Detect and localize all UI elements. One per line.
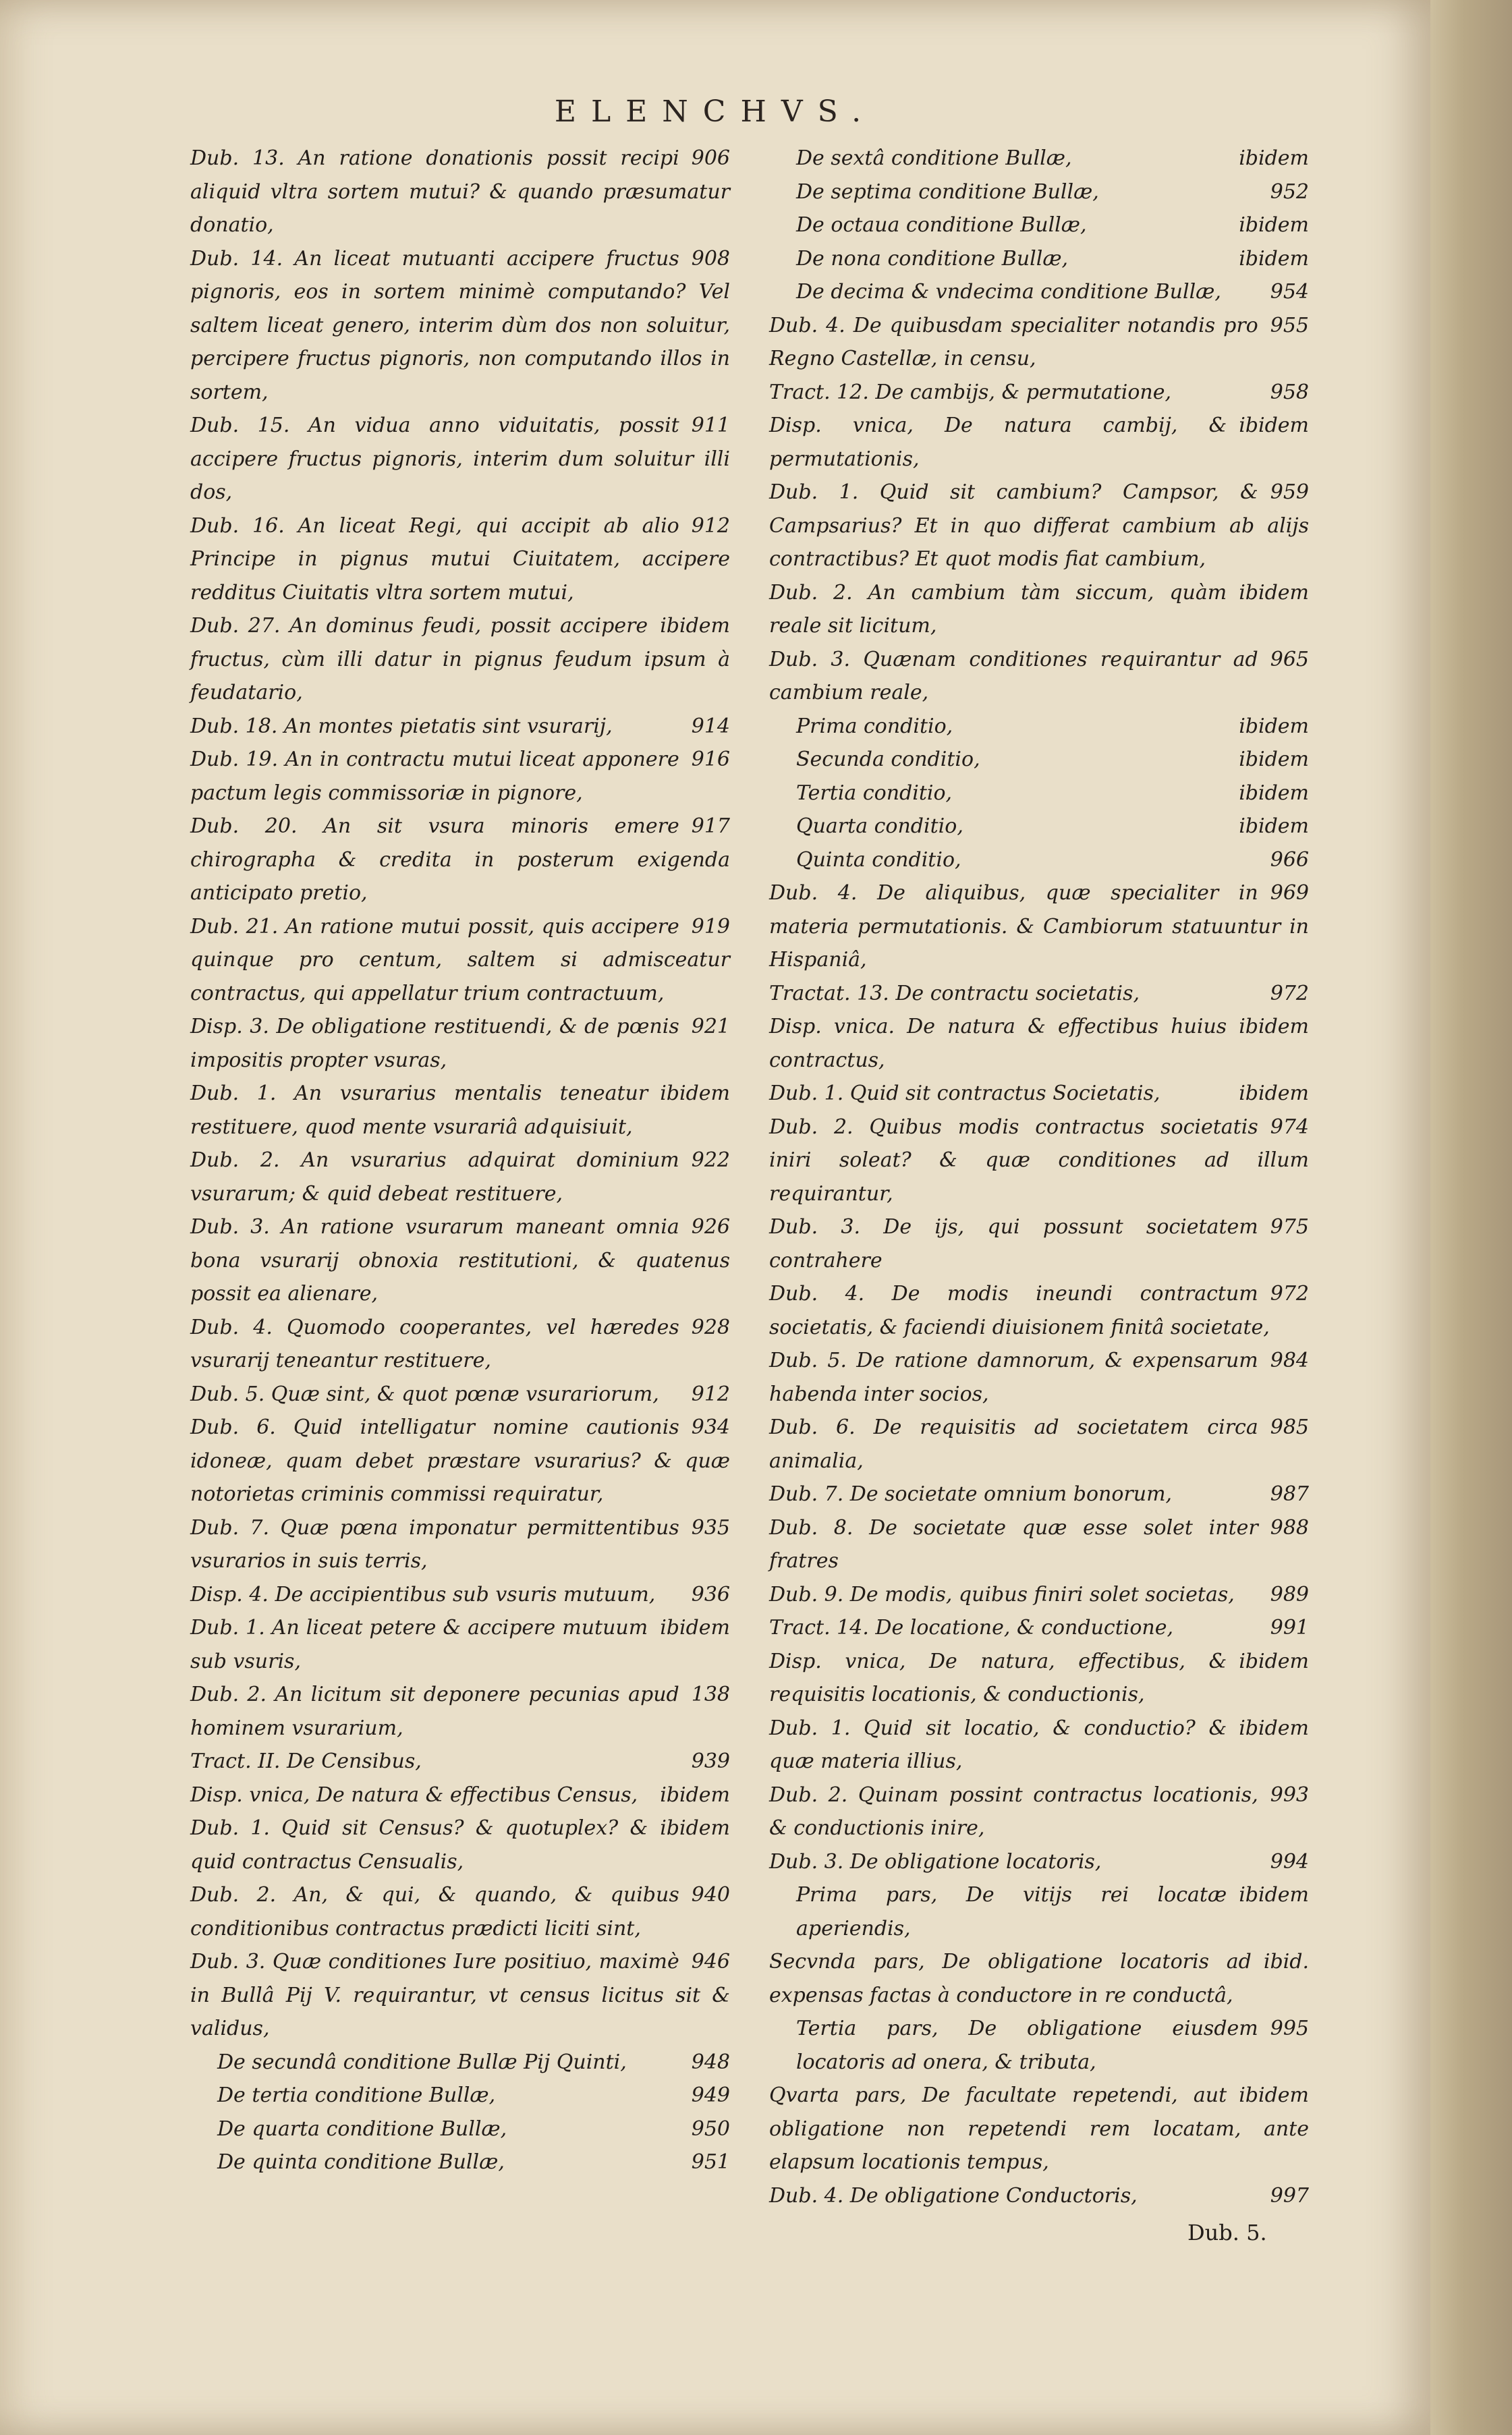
entry-text: Disp. 4. De accipientibus sub vsuris mutuum,: [190, 1582, 656, 1606]
page-number: 955: [1270, 313, 1309, 337]
page-number: 966: [1270, 847, 1309, 872]
index-entry: [769, 1779, 1309, 1845]
index-entry: [769, 977, 1309, 1011]
entry-text: Disp. vnica, De natura, effectibus, & requisitis locationis, & conductionis,: [769, 1649, 1227, 1706]
index-entry: [769, 1712, 1309, 1779]
page-number: 969: [1270, 881, 1309, 905]
index-entry: [769, 1845, 1309, 1879]
entry-text: De septima conditione Bullæ,: [796, 179, 1099, 204]
page-edge: [1430, 0, 1512, 2435]
index-entry: [190, 409, 730, 509]
index-entry: [190, 710, 730, 744]
page-number: 965: [1270, 647, 1309, 671]
entry-text: Tract. 14. De locatione, & conductione,: [769, 1616, 1174, 1640]
index-entry: [190, 743, 730, 810]
index-entry: [769, 175, 1309, 209]
index-entry: [769, 643, 1309, 710]
index-entry: [190, 2112, 730, 2146]
index-entry: [769, 309, 1309, 376]
entry-text: Disp. 3. De obligatione restituendi, & de pœnis impositis propter vsuras,: [190, 1015, 679, 1072]
page-number: 959: [1270, 480, 1309, 504]
index-entry: [769, 409, 1309, 476]
index-entry: [769, 2179, 1309, 2213]
page-number: 972: [1270, 1282, 1309, 1306]
page-number: 995: [1270, 2017, 1309, 2040]
entry-text: De secundâ conditione Bullæ Pij Quinti,: [217, 2050, 627, 2074]
index-entry: [190, 142, 730, 242]
entry-text: Dub. 1. An liceat petere & accipere mutuum sub vsuris,: [190, 1616, 648, 1673]
page-number: ibidem: [1239, 1883, 1309, 1907]
index-entry: [769, 1878, 1309, 1945]
entry-text: Dub. 6. De requisitis ad societatem circa animalia,: [769, 1416, 1258, 1473]
entry-text: Dub. 5. Quæ sint, & quot pœnæ vsurariorum,: [190, 1382, 659, 1406]
page-number: 917: [691, 814, 730, 838]
entry-text: Secvnda pars, De obligatione locatoris ad expensas factas à conductore in re conductâ,: [769, 1950, 1252, 2007]
index-entry: [769, 142, 1309, 175]
entry-text: Dub. 27. An dominus feudi, possit accipere fructus, cùm illi datur in pignus feudum ipsum à feudatario,: [190, 614, 730, 704]
running-header: ELENCHVS.: [554, 94, 876, 129]
entry-text: Dub. 2. An, & qui, & quando, & quibus conditionibus contractus prædicti liciti sint,: [190, 1883, 679, 1940]
index-entry: [769, 1411, 1309, 1478]
index-entry: [769, 576, 1309, 643]
entry-text: Secunda conditio,: [796, 748, 980, 771]
page-number: ibidem: [1239, 1716, 1309, 1740]
page-number: 935: [691, 1515, 730, 1540]
page-number: 934: [691, 1416, 730, 1439]
index-entry: [190, 1812, 730, 1878]
page-number: ibidem: [1239, 781, 1309, 805]
index-entry: [769, 1210, 1309, 1277]
index-entry: [190, 1411, 730, 1511]
page-number: ibidem: [1239, 1082, 1309, 1105]
page-number: 922: [691, 1148, 730, 1172]
entry-text: Dub. 7. Quæ pœna imponatur permittentibus vsurarios in suis terris,: [190, 1515, 679, 1573]
page-number: ibidem: [1239, 1015, 1309, 1038]
page-number: 949: [691, 2083, 730, 2107]
index-entry: [769, 1111, 1309, 1211]
index-entry: [190, 242, 730, 410]
entry-text: Dub. 3. De obligatione locatoris,: [769, 1849, 1102, 1874]
page-number: ibidem: [660, 1082, 730, 1105]
index-entry: [190, 2146, 730, 2179]
index-entry: [769, 1945, 1309, 2012]
page-number: 993: [1270, 1783, 1309, 1807]
page-number: 954: [1270, 280, 1309, 304]
page-number: 988: [1270, 1515, 1309, 1540]
entry-text: Dub. 1. Quid sit locatio, & conductio? & quæ materia illius,: [769, 1716, 1227, 1773]
entry-text: De decima & vndecima conditione Bullæ,: [796, 280, 1221, 304]
page-number: 987: [1270, 1482, 1309, 1506]
entry-text: Dub. 21. An ratione mutui possit, quis accipere quinque pro centum, saltem si admisceatur contractus, qui appellatur trium contractuum,: [190, 914, 730, 1005]
catchword: Dub. 5.: [1187, 2220, 1267, 2245]
right-column: [769, 142, 1309, 2301]
page-number: 906: [691, 146, 730, 170]
page-number: ibidem: [1239, 246, 1309, 271]
entry-text: Dub. 2. An licitum sit deponere pecunias apud hominem vsurarium,: [190, 1683, 679, 1740]
entry-text: Dub. 2. An cambium tàm siccum, quàm reale sit licitum,: [769, 580, 1227, 638]
index-entry: [769, 743, 1309, 777]
page-number: ibidem: [1239, 213, 1309, 237]
entry-text: Dub. 16. An liceat Regi, qui accipit ab alio Principe in pignus mutui Ciuitatem, accipere redditus Ciuitatis vltra sortem mutui,: [190, 513, 730, 605]
page-number: 975: [1270, 1215, 1309, 1239]
page-number: 958: [1270, 380, 1309, 404]
page-number: 952: [1270, 179, 1309, 204]
index-entry: [769, 876, 1309, 977]
page-number: 916: [691, 748, 730, 771]
entry-text: Dub. 4. De quibusdam specialiter notandis pro Regno Castellæ, in censu,: [769, 313, 1258, 370]
page-number: 974: [1270, 1115, 1309, 1139]
entry-text: Prima pars, De vitijs rei locatæ aperiendis,: [796, 1883, 1227, 1940]
entry-text: Quinta conditio,: [796, 847, 961, 872]
entry-text: De quarta conditione Bullæ,: [217, 2117, 507, 2141]
entry-text: Dub. 3. De ijs, qui possunt societatem contrahere: [769, 1215, 1258, 1272]
index-entry: [190, 1311, 730, 1378]
entry-text: Qvarta pars, De facultate repetendi, aut obligatione non repetendi rem locatam, ante elapsum locationis tempus,: [769, 2083, 1309, 2174]
index-entry: [769, 2079, 1309, 2179]
index-entry: [769, 1277, 1309, 1344]
page-number: 984: [1270, 1349, 1309, 1372]
index-entry: [769, 2012, 1309, 2079]
page-number: ibidem: [1239, 414, 1309, 437]
page-number: 948: [691, 2050, 730, 2074]
page-number: 926: [691, 1215, 730, 1239]
entry-text: Dub. 1. An vsurarius mentalis teneatur restituere, quod mente vsurariâ adquisiuit,: [190, 1082, 648, 1139]
entry-text: Dub. 4. De modis ineundi contractum societatis, & faciendi diuisionem finitâ societate,: [769, 1282, 1270, 1339]
entry-text: Tractat. 13. De contractu societatis,: [769, 981, 1140, 1005]
entry-text: Dub. 20. An sit vsura minoris emere chirographa & credita in posterum exigenda anticipato pretio,: [190, 814, 730, 905]
index-entry: [190, 1511, 730, 1578]
index-entry: [769, 208, 1309, 242]
page-number: 939: [691, 1750, 730, 1773]
index-entry: [769, 1344, 1309, 1411]
index-entry: [190, 1779, 730, 1812]
page-number: ibidem: [1239, 146, 1309, 170]
index-entry: [769, 810, 1309, 843]
page-number: ibidem: [660, 1616, 730, 1640]
page-number: 951: [691, 2150, 730, 2174]
page-number: ibidem: [1239, 814, 1309, 838]
index-entry: [769, 1578, 1309, 1612]
entry-text: Dub. 1. Quid sit contractus Societatis,: [769, 1082, 1160, 1105]
entry-text: Dub. 3. Quænam conditiones requirantur ad cambium reale,: [769, 647, 1258, 704]
index-entry: [190, 609, 730, 710]
index-entry: [769, 476, 1309, 576]
entry-text: Disp. vnica, De natura & effectibus Census,: [190, 1783, 638, 1807]
index-entry: [190, 1678, 730, 1745]
index-entry: [769, 1645, 1309, 1712]
entry-text: Dub. 2. An vsurarius adquirat dominium vsurarum; & quid debeat restituere,: [190, 1148, 679, 1206]
index-entry: [190, 2046, 730, 2079]
page-number: ibid.: [1263, 1950, 1309, 1974]
entry-text: Tract. II. De Censibus,: [190, 1750, 422, 1773]
entry-text: Dub. 1. Quid sit Census? & quotuplex? & quid contractus Censualis,: [190, 1816, 648, 1874]
index-entry: [190, 1144, 730, 1210]
index-entry: [190, 1010, 730, 1077]
page-number: 919: [691, 914, 730, 939]
page-number: 908: [691, 246, 730, 271]
index-entry: [769, 242, 1309, 276]
entry-text: Dub. 4. De obligatione Conductoris,: [769, 2183, 1138, 2208]
entry-text: Dub. 4. Quomodo cooperantes, vel hæredes vsurarij teneantur restituere,: [190, 1315, 679, 1372]
index-entry: [190, 1378, 730, 1411]
index-entry: [769, 275, 1309, 309]
entry-text: Dub. 3. An ratione vsurarum maneant omnia bona vsurarij obnoxia restitutioni, & quatenus possit ea alienare,: [190, 1215, 730, 1306]
page-number: ibidem: [1239, 1649, 1309, 1673]
page-number: 997: [1270, 2183, 1309, 2208]
entry-text: Dub. 6. Quid intelligatur nomine cautionis idoneæ, quam debet præstare vsurarius? & quæ notorietas criminis commissi requiratur,: [190, 1416, 730, 1506]
index-entry: [190, 1210, 730, 1311]
entry-text: Disp. vnica. De natura & effectibus huius contractus,: [769, 1015, 1227, 1072]
entry-text: Dub. 9. De modis, quibus finiri solet societas,: [769, 1582, 1235, 1606]
page-number: 912: [691, 513, 730, 538]
index-entry: [190, 1077, 730, 1144]
index-entry: [190, 509, 730, 610]
page-number: 936: [691, 1582, 730, 1606]
entry-text: Dub. 13. An ratione donationis possit recipi aliquid vltra sortem mutui? & quando præsumatur donatio,: [190, 146, 730, 237]
index-entry: [769, 1511, 1309, 1578]
entry-text: Dub. 2. Quibus modis contractus societatis iniri soleat? & quæ conditiones ad illum requirantur,: [769, 1115, 1309, 1206]
index-entry: [190, 810, 730, 910]
page-number: ibidem: [1239, 2083, 1309, 2107]
index-entry: [769, 710, 1309, 744]
page-number: ibidem: [1239, 580, 1309, 605]
page-number: ibidem: [1239, 714, 1309, 738]
entry-text: Prima conditio,: [796, 714, 953, 738]
entry-text: Dub. 3. Quæ conditiones Iure positiuo, maximè in Bullâ Pij V. requirantur, vt census licitus sit & validus,: [190, 1950, 730, 2040]
page-number: ibidem: [660, 614, 730, 638]
page-number: 911: [691, 414, 730, 437]
index-entry: [190, 1945, 730, 2046]
index-entry: [769, 1478, 1309, 1511]
page-number: 940: [691, 1883, 730, 1907]
entry-text: Dub. 4. De aliquibus, quæ specialiter in materia permutationis. & Cambiorum statuuntur in Hispaniâ,: [769, 881, 1309, 972]
entry-text: Tertia pars, De obligatione eiusdem locatoris ad onera, & tributa,: [796, 2017, 1258, 2074]
entry-text: De nona conditione Bullæ,: [796, 246, 1069, 271]
entry-text: Tertia conditio,: [796, 781, 953, 805]
page-number: 950: [691, 2117, 730, 2141]
index-entry: [190, 1878, 730, 1945]
page-number: 912: [691, 1382, 730, 1406]
index-entry: [769, 843, 1309, 877]
entry-text: Dub. 7. De societate omnium bonorum,: [769, 1482, 1173, 1506]
left-column: [190, 142, 730, 2301]
page-number: 914: [691, 714, 730, 738]
entry-text: Dub. 1. Quid sit cambium? Campsor, & Campsarius? Et in quo differat cambium ab alijs contractibus? Et quot modis fiat cambium,: [769, 480, 1309, 571]
entry-text: De sextâ conditione Bullæ,: [796, 146, 1072, 170]
page-number: 138: [691, 1683, 730, 1706]
entry-text: Dub. 8. De societate quæ esse solet inter fratres: [769, 1515, 1258, 1573]
index-entry: [769, 1010, 1309, 1077]
entry-text: Quarta conditio,: [796, 814, 963, 838]
page-number: ibidem: [1239, 748, 1309, 771]
index-entry: [769, 1077, 1309, 1111]
entry-text: Dub. 14. An liceat mutuanti accipere fructus pignoris, eos in sortem minimè computando? Vel saltem liceat genero, interim dùm dos non soluitur, percipere fructus pignoris, non computando illos in sortem,: [190, 246, 730, 404]
entry-text: Tract. 12. De cambijs, & permutatione,: [769, 380, 1172, 404]
page-number: ibidem: [660, 1783, 730, 1807]
page-number: 994: [1270, 1849, 1309, 1874]
entry-text: Dub. 15. An vidua anno viduitatis, possit accipere fructus pignoris, interim dum soluitur illi dos,: [190, 414, 730, 504]
entry-text: De tertia conditione Bullæ,: [217, 2083, 496, 2107]
page-number: 928: [691, 1315, 730, 1339]
index-entry: [190, 1745, 730, 1779]
entry-text: Dub. 18. An montes pietatis sint vsurarij,: [190, 714, 613, 738]
page-number: 946: [691, 1950, 730, 1974]
index-entry: [769, 777, 1309, 810]
page-number: 991: [1270, 1616, 1309, 1640]
entry-text: Dub. 5. De ratione damnorum, & expensarum habenda inter socios,: [769, 1349, 1258, 1406]
entry-text: Dub. 19. An in contractu mutui liceat apponere pactum legis commissoriæ in pignore,: [190, 748, 679, 805]
entry-text: De quinta conditione Bullæ,: [217, 2150, 505, 2174]
index-entry: [190, 1578, 730, 1612]
index-entry: [190, 2079, 730, 2112]
index-entry: [769, 376, 1309, 410]
entry-text: De octaua conditione Bullæ,: [796, 213, 1087, 237]
page-number: 989: [1270, 1582, 1309, 1606]
index-entry: [190, 1611, 730, 1678]
index-entry: [769, 1611, 1309, 1645]
page-number: 985: [1270, 1416, 1309, 1439]
entry-text: Disp. vnica, De natura cambij, & permutationis,: [769, 414, 1227, 471]
page-number: ibidem: [660, 1816, 730, 1840]
page-number: 972: [1270, 981, 1309, 1005]
index-entry: [190, 910, 730, 1011]
entry-text: Dub. 2. Quinam possint contractus locationis, & conductionis inire,: [769, 1783, 1258, 1840]
page-number: 921: [691, 1015, 730, 1038]
